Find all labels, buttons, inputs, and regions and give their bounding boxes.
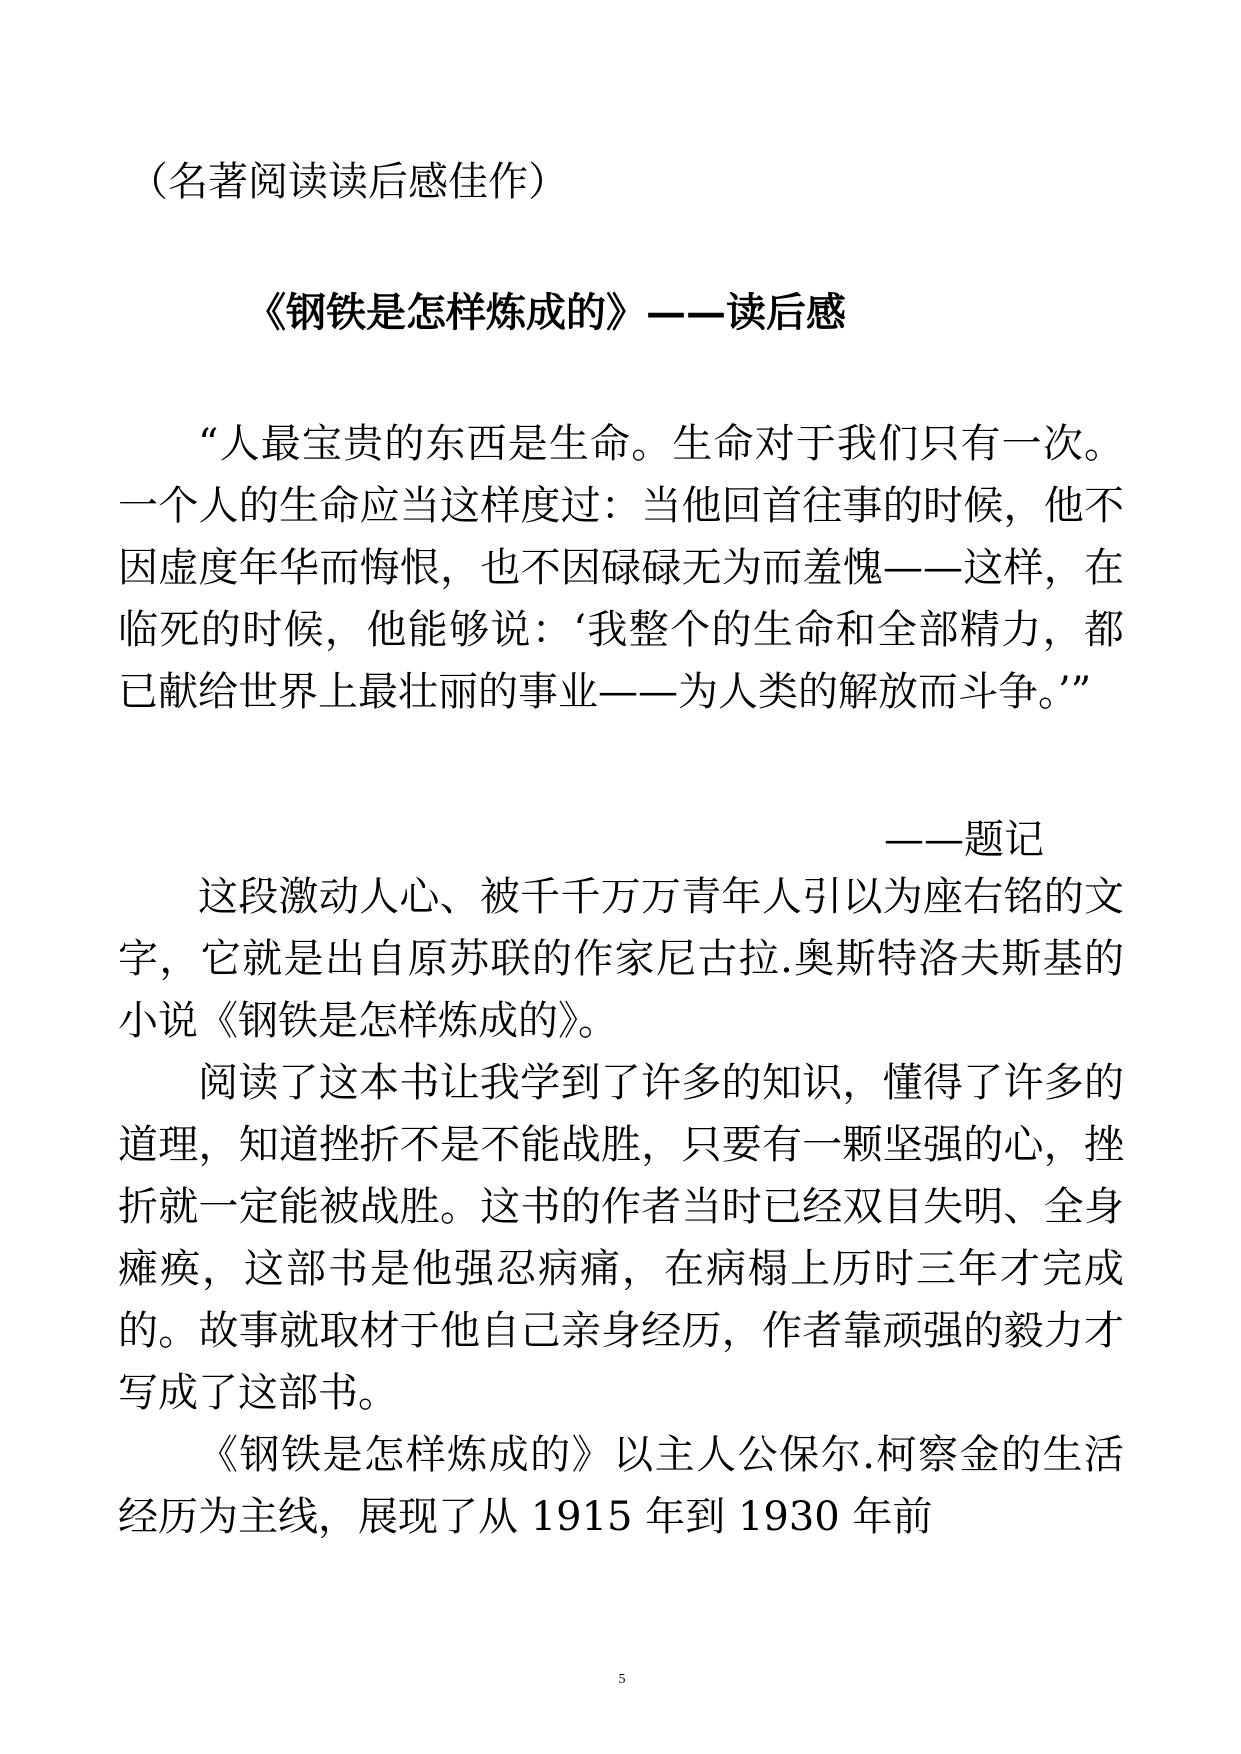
- epigraph-attribution: ——题记: [884, 817, 1044, 863]
- document-title: 《钢铁是怎样炼成的》——读后感: [246, 289, 846, 336]
- page-number: 5: [618, 1672, 626, 1687]
- paragraph: 这段激动人心、被千千万万青年人引以为座右铭的文字，它就是出自原苏联的作家尼古拉.奥斯特洛夫斯基的小说《钢铁是怎样炼成的》。: [118, 874, 1124, 1044]
- paragraph: 阅读了这本书让我学到了许多的知识，懂得了许多的道理，知道挫折不是不能战胜，只要有一颗坚强的心，挫折就一定能被战胜。这书的作者当时已经双目失明、全身瘫痪，这部书是他强忍病痛，在病榻上历时三年才完成的。故事就取材于他自己亲身经历，作者靠顽强的毅力才写成了这部书。: [118, 1060, 1124, 1416]
- epigraph-text: “人最宝贵的东西是生命。生命对于我们只有一次。一个人的生命应当这样度过：当他回首往事的时候，他不因虚度年华而悔恨，也不因碌碌无为而羞愧——这样，在临死的时候，他能够说：‘我整个的生命和全部精力，都已献给世界上最壮丽的事业——为人类的解放而斗争。’”: [118, 421, 1124, 715]
- paragraph: 《钢铁是怎样炼成的》以主人公保尔.柯察金的生活经历为主线，展现了从 1915 年到 1930 年前: [118, 1432, 1124, 1540]
- heading-note: （名著阅读读后感佳作）: [128, 159, 568, 205]
